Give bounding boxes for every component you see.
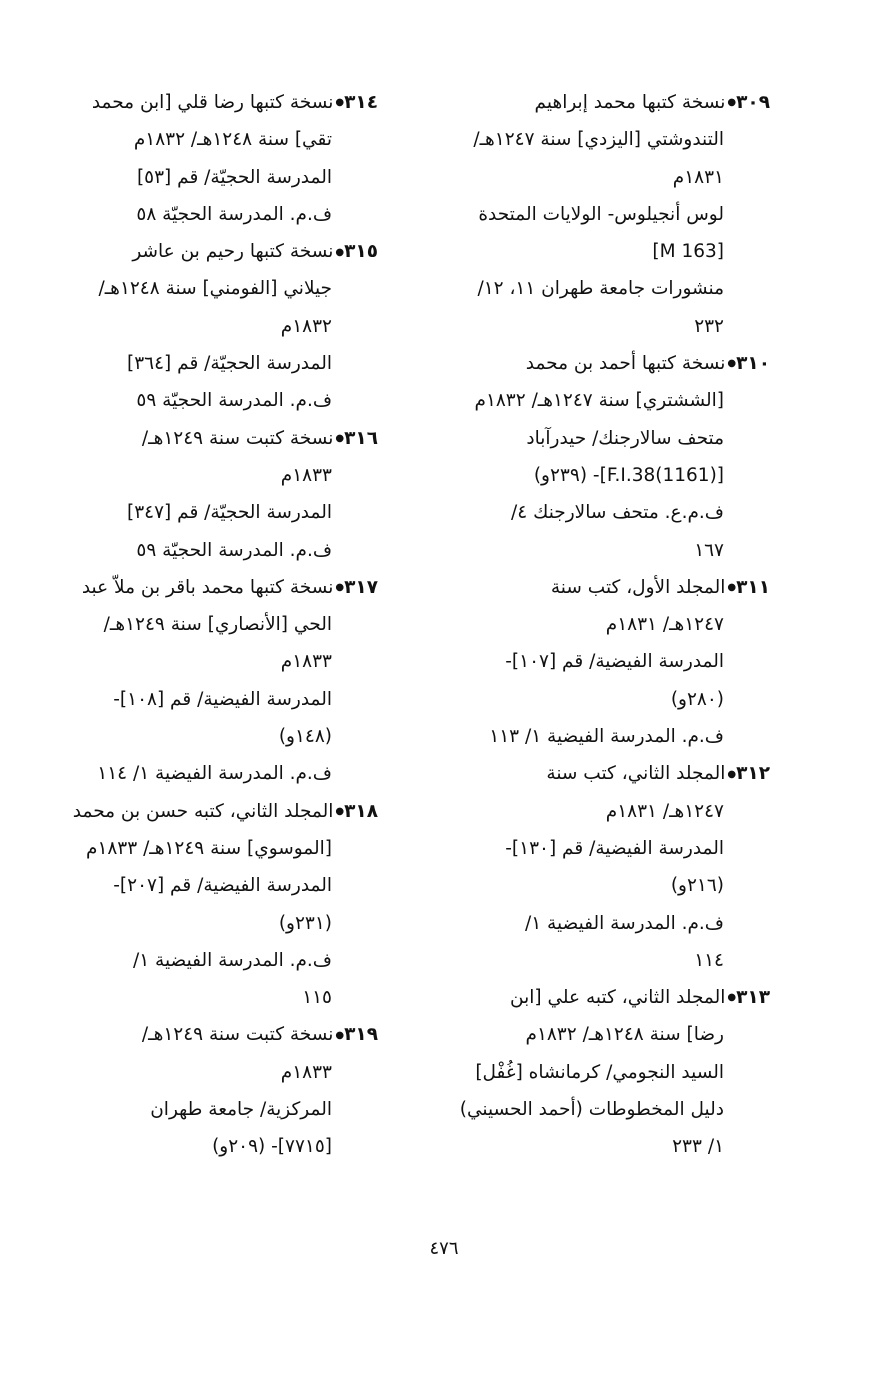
right-column (410, 84, 770, 1166)
entry-detail-line: ف.م. المدرسة الحجيّة ٥٩ (136, 390, 332, 412)
bullet-icon: ● (727, 97, 737, 109)
entry-detail-line: دليل المخطوطات (أحمد الحسيني) (459, 1099, 724, 1121)
entry-first-line (410, 979, 770, 1016)
entry-detail-line: ف.م. المدرسة الحجيّة ٥٩ (136, 539, 332, 561)
catalog-entry (410, 345, 770, 569)
entry-first-line (28, 793, 378, 830)
entry-detail-line: المدرسة الحجيّة/ قم [٣٤٧] (127, 502, 332, 524)
bullet-icon: ● (727, 992, 737, 1004)
entry-first-line (28, 233, 378, 270)
bullet-icon: ● (335, 582, 345, 594)
entry-first-line (410, 569, 770, 606)
entry-number: ٣١٠ (736, 353, 770, 375)
entry-number: ٣١٩ (344, 1024, 378, 1046)
entry-detail-line: ف.م. المدرسة الفيضية ١/ (524, 912, 724, 934)
entry-detail-line: لوس أنجيلوس- الولايات المتحدة (478, 203, 724, 225)
entry-first-text: نسخة كتبها محمد باقر بن ملاّ عبد (81, 576, 334, 598)
entry-detail-line: ١٨٣٣م (280, 464, 332, 486)
entry-detail-line: المدرسة الحجيّة/ قم [٥٣] (136, 166, 332, 188)
entry-first-line (28, 569, 378, 606)
entry-detail-line: المدرسة الفيضية/ قم [٢٠٧]- (113, 875, 332, 897)
entry-first-text: المجلد الثاني، كتبه حسن بن محمد (72, 800, 334, 822)
entry-detail-line: ١/ ٢٣٣ (672, 1136, 724, 1158)
entry-detail-line: (١٤٨و) (278, 726, 332, 748)
entry-detail-line: المدرسة الفيضية/ قم [١٣٠]- (505, 837, 724, 859)
catalog-entry (410, 979, 770, 1165)
entry-first-line (410, 345, 770, 382)
catalog-entry (28, 420, 378, 569)
entry-detail-line: ١٢٤٧هـ/ ١٨٣١م (605, 800, 724, 822)
entry-detail-line: (٢٨٠و) (670, 688, 724, 710)
entry-number: ٣١٣ (736, 987, 770, 1009)
entry-first-text: نسخة كتبت سنة ١٢٤٩هـ/ (141, 427, 334, 449)
bullet-icon: ● (727, 582, 737, 594)
entry-detail-line: ٢٣٢ (694, 315, 724, 337)
entry-detail-line: ١٨٣٣م (280, 651, 332, 673)
entry-detail-line: [(1161)F.I.38]- (٢٣٩و) (533, 464, 724, 486)
entry-first-line (28, 1016, 378, 1053)
entry-detail-line: الحي [الأنصاري] سنة ١٢٤٩هـ/ (103, 614, 332, 636)
entry-detail-line: ف.م. المدرسة الفيضية ١/ ١١٤ (97, 763, 332, 785)
bullet-icon: ● (335, 1029, 345, 1041)
bullet-icon: ● (727, 768, 737, 780)
bullet-icon: ● (727, 358, 737, 370)
entry-first-line (410, 755, 770, 792)
entry-detail-line: [الششتري] سنة ١٢٤٧هـ/ ١٨٣٢م (474, 390, 724, 412)
entry-first-text: نسخة كتبها رحيم بن عاشر (132, 241, 334, 263)
catalog-entry (410, 84, 770, 345)
entry-detail-line: جيلاني [الفومني] سنة ١٢٤٨هـ/ (98, 278, 332, 300)
entry-number: ٣١٢ (736, 763, 770, 785)
entry-detail-line: ١١٥ (302, 987, 332, 1009)
catalog-entry (28, 233, 378, 419)
entry-number: ٣١٤ (344, 92, 378, 113)
entry-first-line (28, 420, 378, 457)
bullet-icon: ● (335, 433, 345, 445)
entry-detail-line: [M 163] (652, 241, 724, 263)
page-number: ٤٧٦ (429, 1238, 459, 1259)
entry-detail-line: ١٨٣١م (672, 166, 724, 188)
entry-detail-line: المدرسة الفيضية/ قم [١٠٧]- (505, 651, 724, 673)
entry-number: ٣١٧ (344, 576, 378, 598)
bullet-icon: ● (335, 805, 345, 817)
entry-number: ٣١١ (736, 576, 770, 598)
entry-detail-line: السيد النجومي/ كرمانشاه [غُفْل] (475, 1061, 724, 1083)
bullet-icon: ● (335, 97, 345, 109)
entry-first-line (28, 84, 378, 121)
entry-number: ٣١٦ (344, 427, 378, 449)
entry-first-text: نسخة كتبت سنة ١٢٤٩هـ/ (141, 1024, 334, 1046)
entry-detail-line: ف.م. المدرسة الفيضية ١/ (132, 949, 332, 971)
catalog-entry (28, 793, 378, 1017)
entry-number: ٣١٥ (344, 241, 378, 263)
entry-detail-line: ١٦٧ (694, 539, 724, 561)
entry-number: ٣٠٩ (736, 92, 770, 113)
entry-detail-line: تقي] سنة ١٢٤٨هـ/ ١٨٣٢م (133, 129, 332, 151)
entry-detail-line: ف.م. المدرسة الحجيّة ٥٨ (136, 203, 332, 225)
entry-number: ٣١٨ (344, 800, 378, 822)
entry-detail-line: [الموسوي] سنة ١٢٤٩هـ/ ١٨٣٣م (85, 837, 332, 859)
catalog-entry (28, 84, 378, 233)
entry-detail-line: متحف سالارجنك/ حيدرآباد (526, 427, 724, 449)
catalog-entry (410, 569, 770, 755)
entry-first-text: نسخة كتبها أحمد بن محمد (525, 353, 726, 375)
bullet-icon: ● (335, 246, 345, 258)
entry-detail-line: رضا] سنة ١٢٤٨هـ/ ١٨٣٢م (525, 1024, 724, 1046)
entry-first-text: المجلد الأول، كتب سنة (550, 576, 726, 598)
entry-detail-line: (٢٣١و) (278, 912, 332, 934)
entry-detail-line: ف.م. المدرسة الفيضية ١/ ١١٣ (489, 726, 724, 748)
entry-detail-line: المركزية/ جامعة طهران (150, 1099, 332, 1121)
entry-detail-line: التندوشتي [اليزدي] سنة ١٢٤٧هـ/ (473, 129, 724, 151)
entry-detail-line: (٢١٦و) (670, 875, 724, 897)
entry-first-text: نسخة كتبها محمد إبراهيم (534, 92, 726, 113)
entry-detail-line: ف.م.ع. متحف سالارجنك ٤/ (511, 502, 724, 524)
entry-first-text: المجلد الثاني، كتبه علي [ابن (510, 987, 726, 1009)
entry-detail-line: ١٨٣٣م (280, 1061, 332, 1083)
entry-detail-line: ١١٤ (694, 949, 724, 971)
entry-first-text: نسخة كتبها رضا قلي [ابن محمد (91, 92, 334, 113)
entry-first-text: المجلد الثاني، كتب سنة (546, 763, 726, 785)
entry-detail-line: منشورات جامعة طهران ١١، ١٢/ (477, 278, 724, 300)
entry-detail-line: ١٨٣٢م (280, 315, 332, 337)
entry-detail-line: [٧٧١٥]- (٢٠٩و) (212, 1136, 332, 1158)
catalog-entry (28, 1016, 378, 1165)
left-column (28, 84, 378, 1166)
entry-detail-line: ١٢٤٧هـ/ ١٨٣١م (605, 614, 724, 636)
entry-first-line (410, 84, 770, 121)
catalog-entry (28, 569, 378, 793)
catalog-entry (410, 755, 770, 979)
entry-detail-line: المدرسة الحجيّة/ قم [٣٦٤] (127, 353, 332, 375)
entry-detail-line: المدرسة الفيضية/ قم [١٠٨]- (113, 688, 332, 710)
